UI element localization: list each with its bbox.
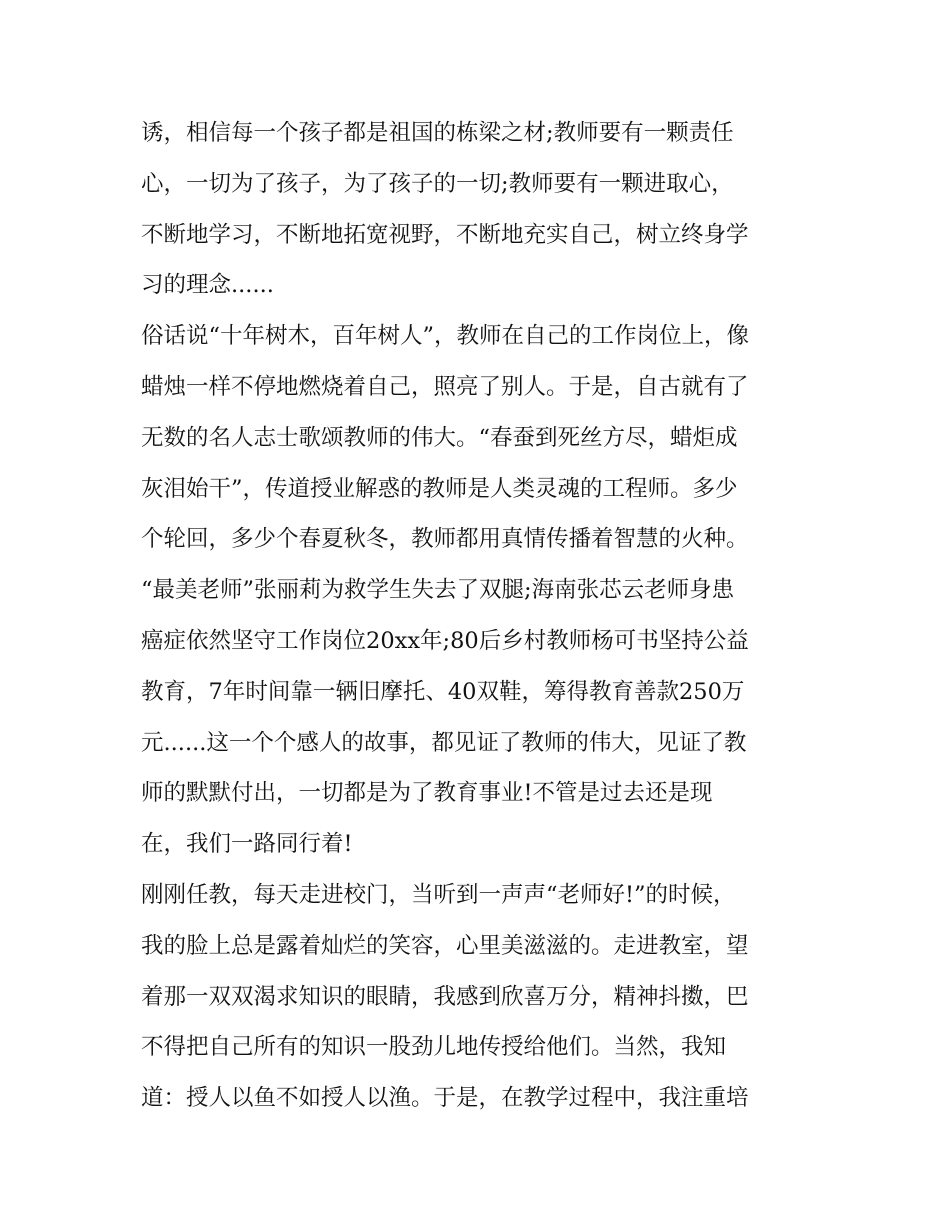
text-line: 癌症依然坚守工作岗位20xx年;80后乡村教师杨可书坚持公益: [141, 627, 749, 654]
text-line: 教育，7年时间靠一辆旧摩托、40双鞋，筹得教育善款250万: [141, 678, 745, 705]
body-text: [141, 108, 821, 1124]
text-line: 元......这一个个感人的故事，都见证了教师的伟大，见证了教: [141, 729, 747, 756]
text-line: 个轮回，多少个春夏秋冬，教师都用真情传播着智慧的火种。: [141, 526, 749, 553]
text-line: 师的默默付出，一切都是为了教育事业!不管是过去还是现: [141, 780, 713, 807]
text-line: 心，一切为了孩子，为了孩子的一切;教师要有一颗进取心，: [141, 170, 734, 197]
text-line: 蜡烛一样不停地燃烧着自己，照亮了别人。于是，自古就有了: [141, 373, 749, 400]
text-line: 不断地学习，不断地拓宽视野，不断地充实自己，树立终身学: [141, 221, 749, 248]
text-line: 不得把自己所有的知识一股劲儿地传授给他们。当然，我知: [141, 1034, 727, 1061]
text-line: “最美老师”张丽莉为救学生失去了双腿;海南张芯云老师身患: [141, 577, 735, 604]
text-line: 道：授人以鱼不如授人以渔。于是，在教学过程中，我注重培: [141, 1085, 749, 1112]
text-line: 诱，相信每一个孩子都是祖国的栋梁之材;教师要有一颗责任: [141, 120, 734, 146]
text-line: 我的脸上总是露着灿烂的笑容，心里美滋滋的。走进教室，望: [141, 932, 749, 959]
text-line: 着那一双双渴求知识的眼睛，我感到欣喜万分，精神抖擞，巴: [141, 983, 749, 1010]
text-line: 俗话说“十年树木，百年树人”，教师在自己的工作岗位上，像: [141, 323, 750, 350]
text-line: 灰泪始干”，传道授业解惑的教师是人类灵魂的工程师。多少: [141, 475, 738, 502]
text-line: 习的理念......: [141, 272, 274, 299]
text-line: 在，我们一路同行着!: [141, 831, 353, 858]
text-line: 无数的名人志士歌颂教师的伟大。“春蚕到死丝方尽，蜡炬成: [141, 424, 738, 451]
text-line: 刚刚任教，每天走进校门，当听到一声声“老师好!”的时候，: [141, 881, 736, 908]
